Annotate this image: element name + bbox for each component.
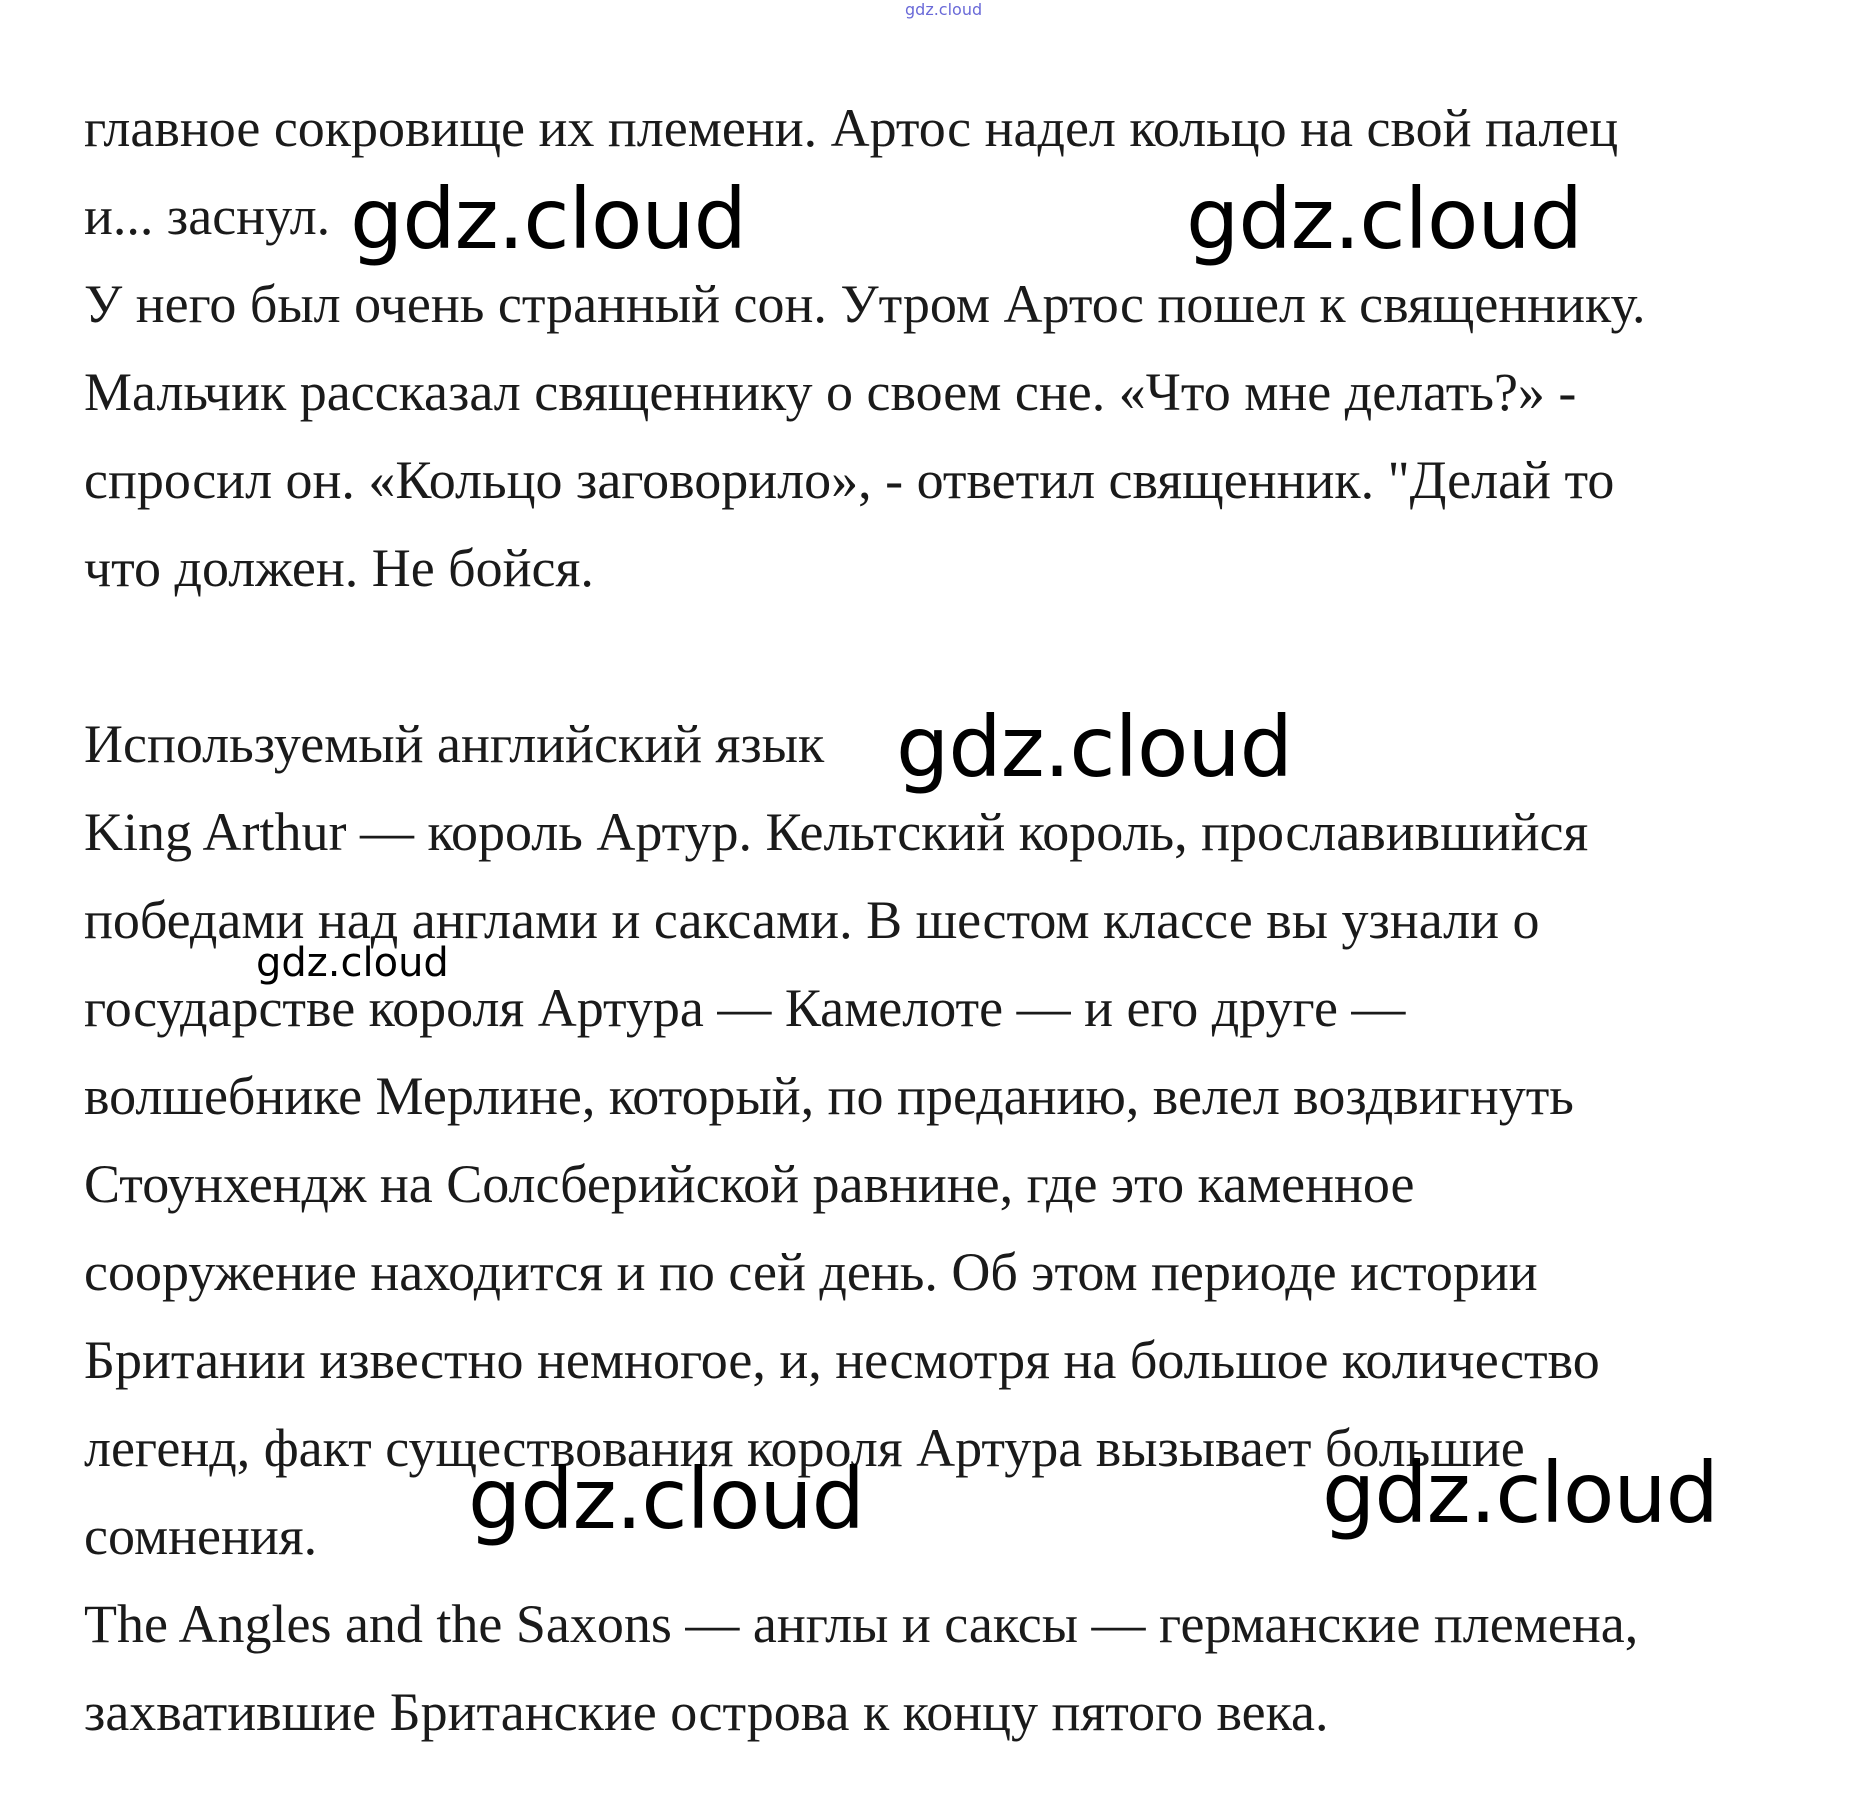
watermark-text: gdz.cloud — [1322, 1444, 1718, 1542]
text-line: Мальчик рассказал священнику о своем сне. «Что мне делать?» - — [84, 362, 1577, 422]
watermark-text: gdz.cloud — [468, 1450, 864, 1548]
paragraph-gap — [84, 612, 1824, 700]
text-line: сооружение находится и по сей день. Об этом периоде истории — [84, 1242, 1538, 1302]
watermark-text: gdz.cloud — [1186, 170, 1582, 268]
header-watermark: gdz.cloud — [905, 0, 983, 19]
watermark-text: gdz.cloud — [896, 698, 1292, 796]
text-line: захватившие Британские острова к концу пятого века. — [84, 1682, 1329, 1742]
text-line: что должен. Не бойся. — [84, 538, 594, 598]
text-line: спросил он. «Кольцо заговорило», - ответил священник. "Делай то — [84, 450, 1615, 510]
text-line: King Arthur — король Артур. Кельтский король, прославившийся — [84, 802, 1589, 862]
text-line: Британии известно немногое, и, несмотря на большое количество — [84, 1330, 1600, 1390]
text-line: и... заснул. — [84, 186, 331, 246]
text-line: сомнения. — [84, 1506, 318, 1566]
text-line: государстве короля Артура — Камелоте — и его друге — — [84, 978, 1406, 1038]
text-line: Стоунхендж на Солсберийской равнине, где это каменное — [84, 1154, 1415, 1214]
section-heading: Используемый английский язык — [84, 714, 825, 774]
text-line: волшебнике Мерлине, который, по преданию, велел воздвигнуть — [84, 1066, 1574, 1126]
watermark-text: gdz.cloud — [256, 940, 449, 986]
watermark-text: gdz.cloud — [350, 170, 746, 268]
text-line: победами над англами и саксами. В шестом классе вы узнали о — [84, 890, 1540, 950]
text-line: главное сокровище их племени. Артос надел кольцо на свой палец — [84, 98, 1619, 158]
text-line: У него был очень странный сон. Утром Артос пошел к священнику. — [84, 274, 1646, 334]
text-line: легенд, факт существования короля Артура вызывает большие — [84, 1418, 1525, 1478]
text-line: The Angles and the Saxons — англы и саксы — германские племена, — [84, 1594, 1639, 1654]
